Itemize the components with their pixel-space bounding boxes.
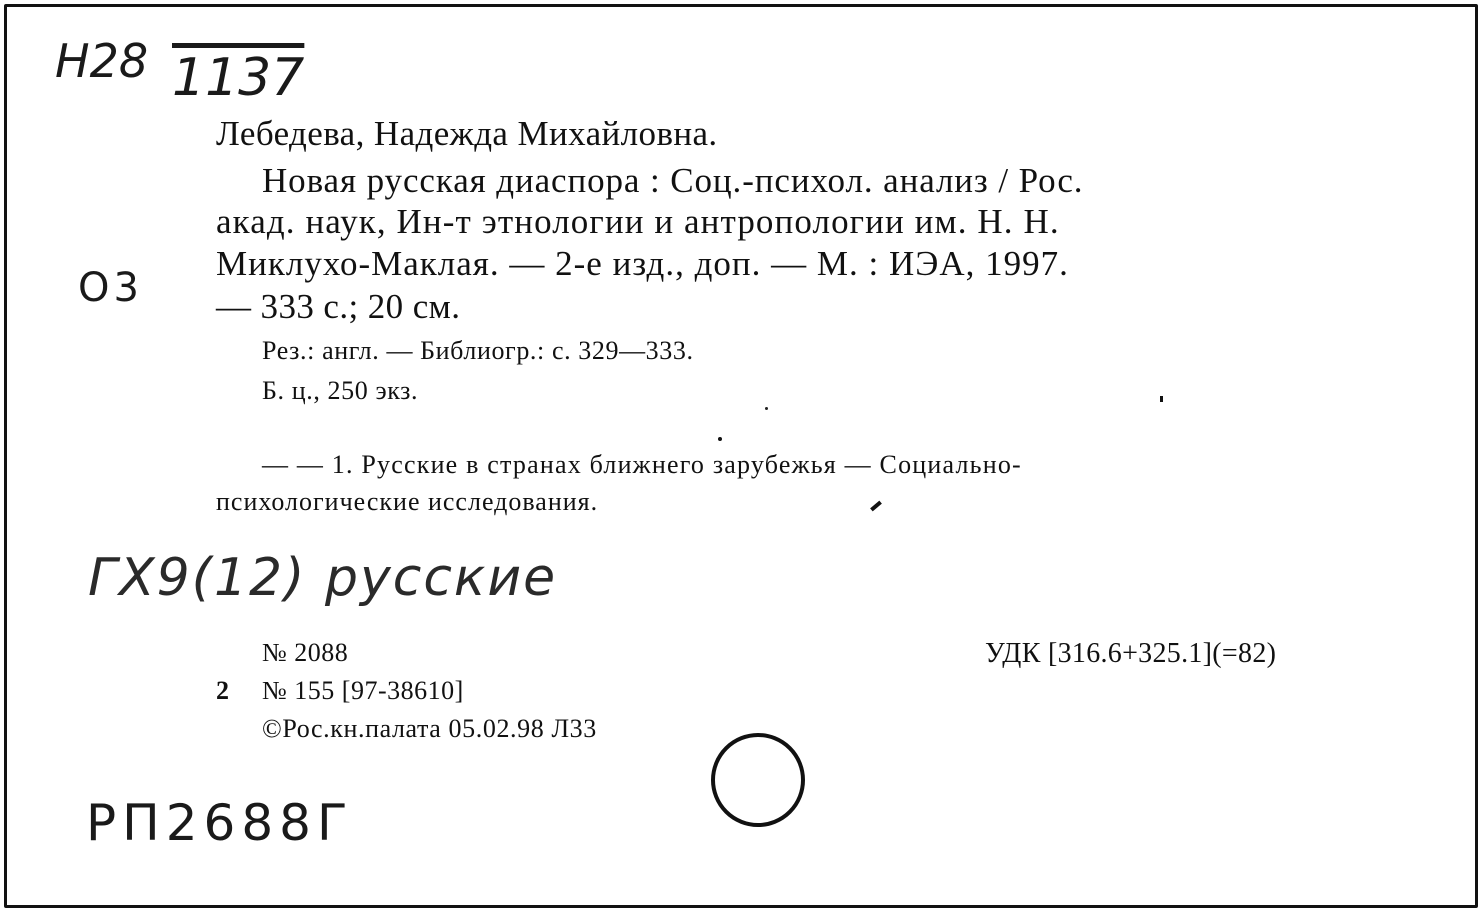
subject-line-2: психологические исследования. bbox=[216, 487, 599, 516]
description-line-3: Миклухо-Маклая. — 2-е изд., доп. — М. : ИЭА, 1997. bbox=[216, 244, 1069, 283]
speck bbox=[1160, 396, 1163, 402]
book-chamber-line: ©Рос.кн.палата 05.02.98 Л33 bbox=[262, 714, 597, 743]
copies-count: 2 bbox=[216, 676, 230, 705]
bottom-code: РП2688Г bbox=[86, 794, 354, 852]
subject-line-1: — — 1. Русские в странах ближнего зарубежья — Социально- bbox=[262, 450, 1022, 479]
speck bbox=[718, 437, 722, 441]
udc-code: УДК [316.6+325.1](=82) bbox=[985, 638, 1277, 669]
handwritten-classification: ГХ9(12) русские bbox=[88, 548, 558, 608]
description-line-1: Новая русская диаспора : Соц.-психол. анализ / Рос. bbox=[262, 161, 1084, 200]
description-line-2: акад. наук, Ин-т этнологии и антропологии им. Н. Н. bbox=[216, 202, 1060, 241]
description-line-4: — 333 с.; 20 см. bbox=[216, 287, 461, 326]
entry-number: № 2088 bbox=[262, 638, 349, 667]
shelf-number: 1137 bbox=[172, 48, 305, 108]
margin-code: О3 bbox=[78, 265, 143, 311]
note-price: Б. ц., 250 экз. bbox=[262, 376, 419, 405]
speck bbox=[765, 407, 768, 410]
author-heading: Лебедева, Надежда Михайловна. bbox=[216, 114, 718, 153]
note-summary: Рез.: англ. — Библиогр.: с. 329—333. bbox=[262, 336, 694, 365]
punch-hole bbox=[711, 733, 805, 827]
registration-number: № 155 [97-38610] bbox=[262, 676, 464, 705]
shelf-mark: Н28 bbox=[55, 34, 149, 88]
